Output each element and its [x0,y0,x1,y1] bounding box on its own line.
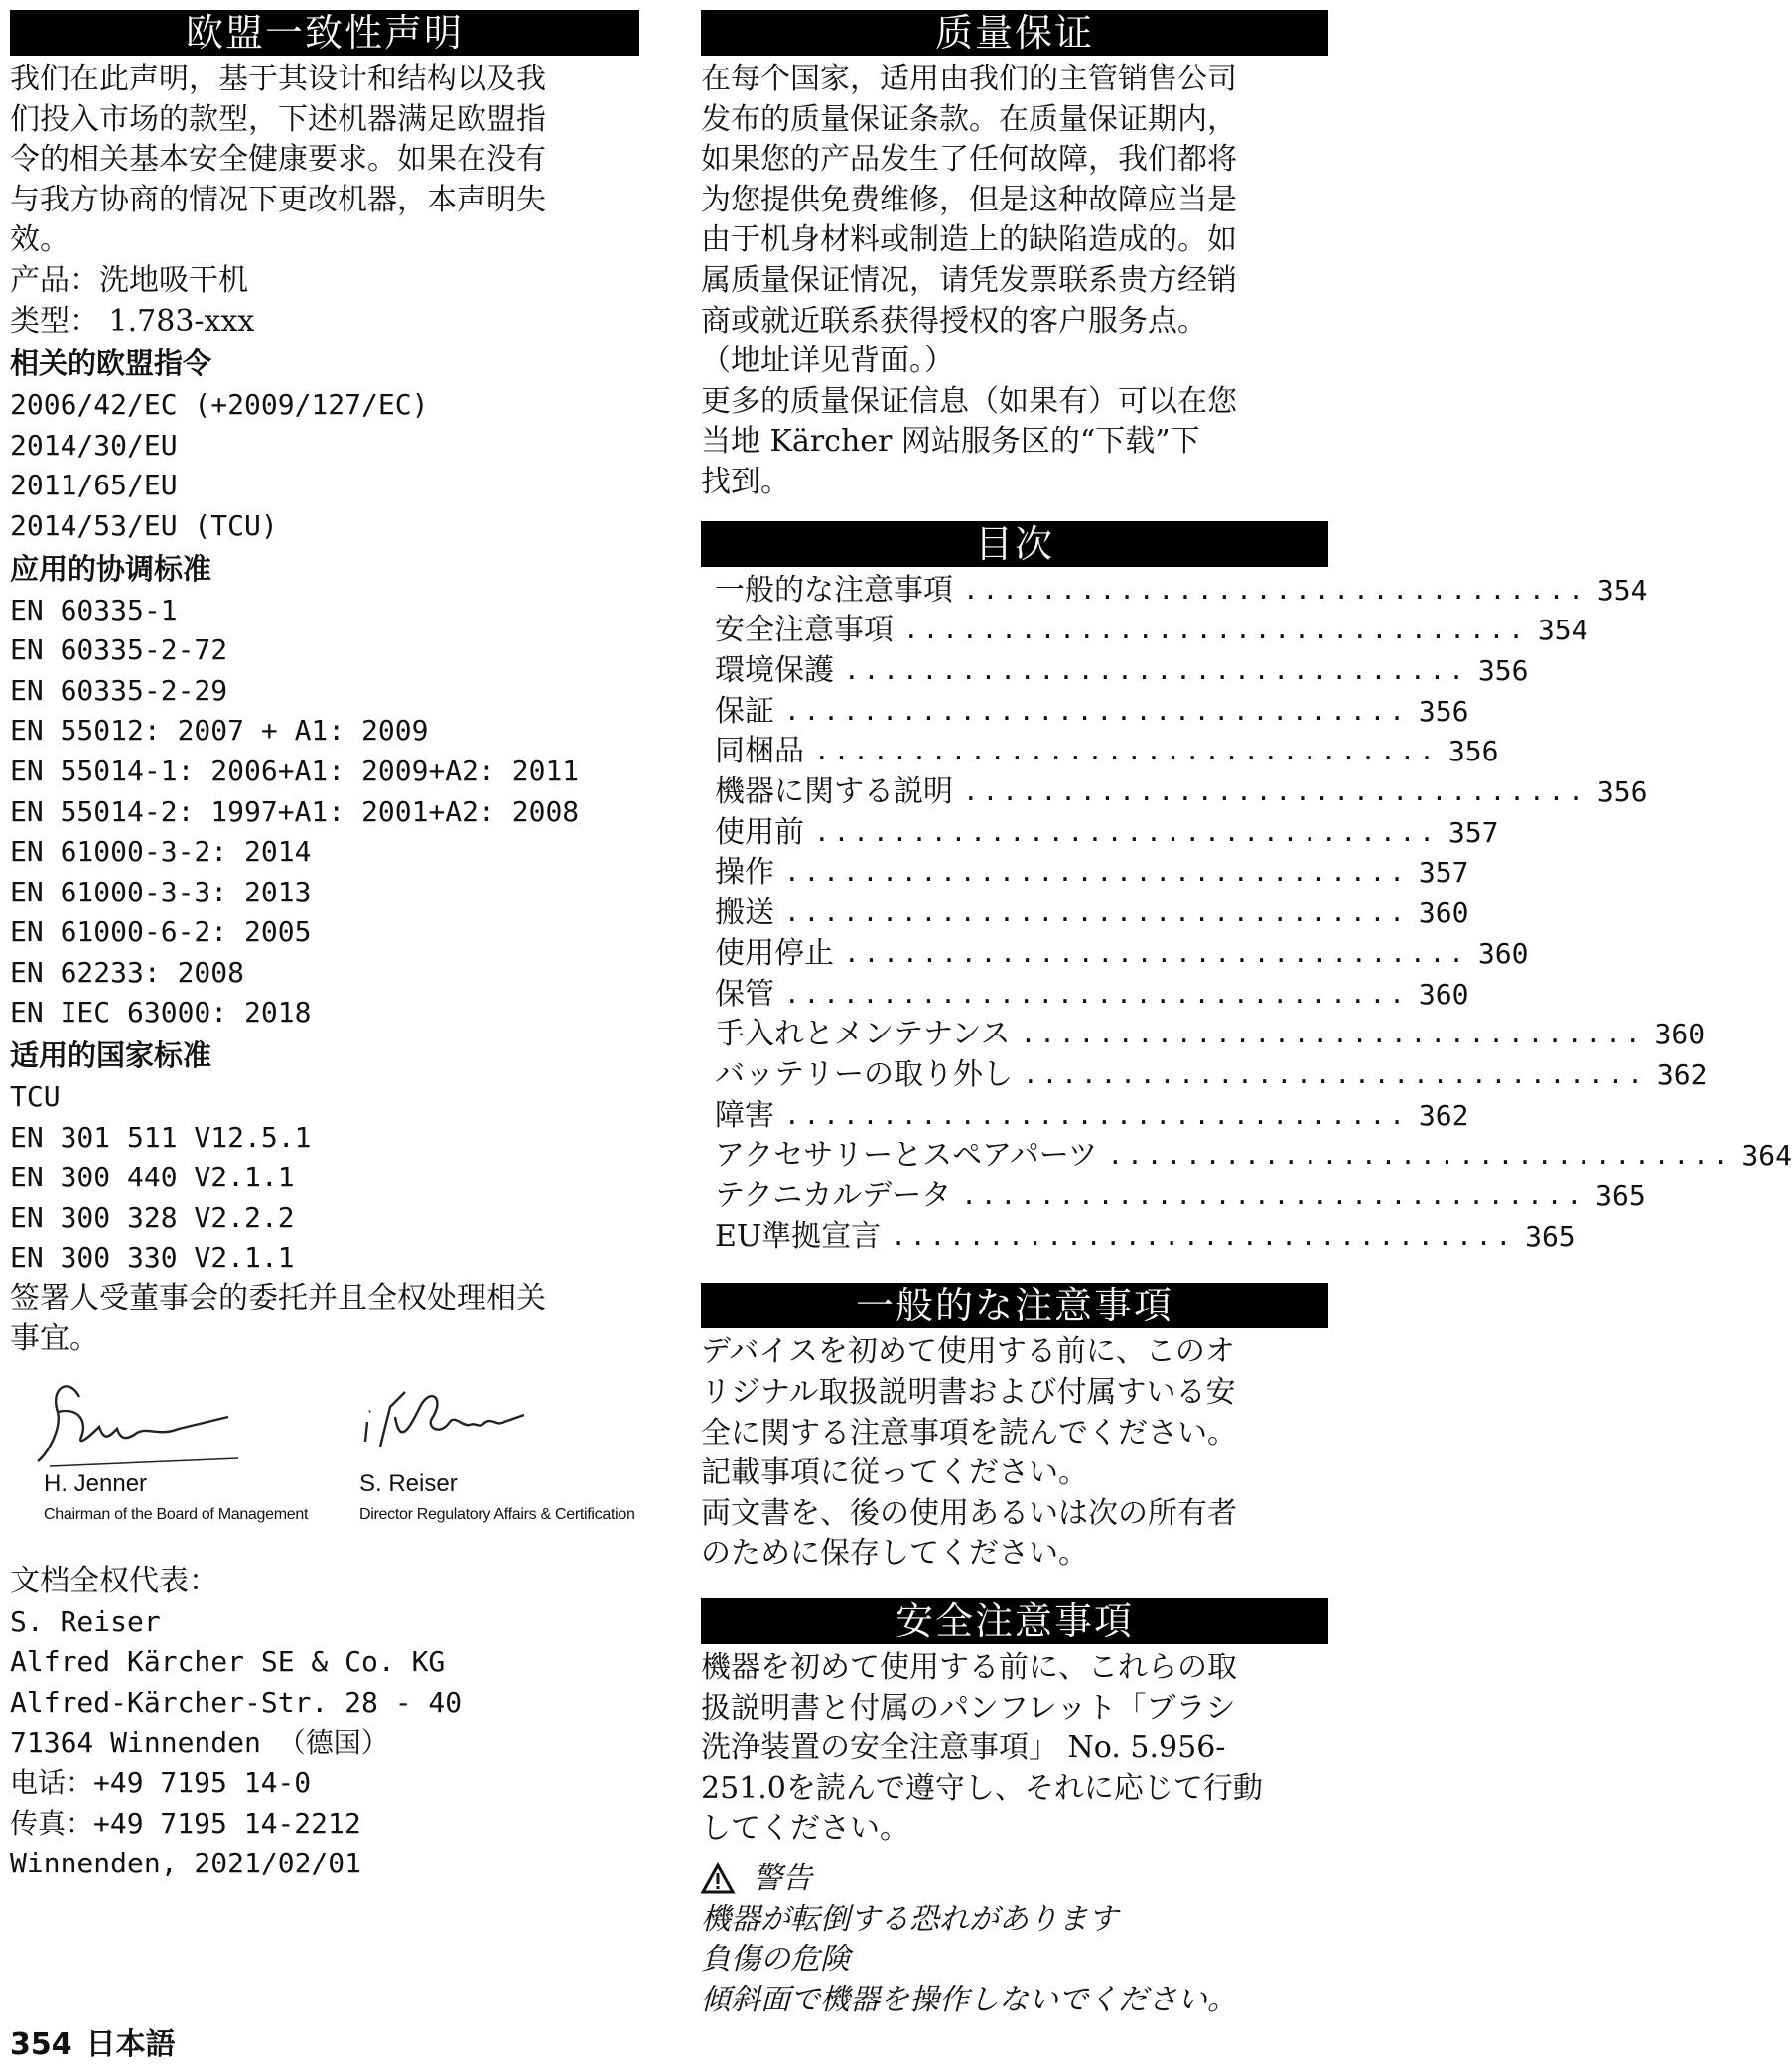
safety-line: してください。 [701,1811,909,1847]
warranty-line: 更多的质量保证信息（如果有）可以在您 [701,383,1237,419]
toc-page: 357 [1418,856,1469,890]
warranty-line: 商或就近联系获得授权的客户服务点。 [701,303,1207,339]
contact-line: 传真：+49 7195 14-2212 [10,1806,361,1840]
toc-entry[interactable] [715,651,1529,692]
toc-label: テクニカルデータ [715,1178,952,1214]
toc-page: 365 [1595,1179,1646,1213]
toc-page: 357 [1447,815,1499,849]
toc-entry[interactable] [715,1176,1646,1217]
warranty-title: 质量保证 [701,10,1328,56]
toc-page: 365 [1525,1219,1576,1253]
toc-label: 環境保護 [715,652,834,688]
toc-entry[interactable] [715,571,1648,612]
safety-line: 機器を初めて使用する前に、これらの取 [701,1650,1237,1686]
signer-title: Chairman of the Board of Management [44,1506,309,1524]
toc-label: 手入れとメンテナンス [715,1017,1011,1052]
contact-line: S. Reiser [10,1604,161,1638]
directives-list [10,385,639,546]
toc-label: 操作 [715,855,774,891]
toc-label: 保証 [715,693,774,729]
toc-page: 362 [1418,1098,1469,1132]
general-line: 記載事項に従ってください。 [701,1455,1088,1491]
page-footer [10,2019,176,2063]
safety-line: 洗浄装置の安全注意事項」 No. 5.956- [701,1730,1226,1766]
toc-page: 362 [1656,1057,1708,1091]
toc-leader: ................................ [963,777,1587,808]
warranty-line: 在每个国家，适用由我们的主管销售公司 [701,62,1237,96]
declaration-title: 欧盟一致性声明 [10,10,639,56]
contact-line: Winnenden, 2021/02/01 [10,1847,362,1880]
directive-item: 2014/30/EU [10,428,178,462]
standard-item: EN 62233: 2008 [10,955,245,989]
contact-line: 71364 Winnenden （德国） [10,1725,389,1759]
left-column [10,10,639,1884]
national-standard-item: EN 300 330 V2.1.1 [10,1241,295,1275]
contact-line: Alfred Kärcher SE & Co. KG [10,1645,446,1679]
toc-label: アクセサリーとスペアパーツ [715,1138,1098,1173]
toc-leader: ................................ [784,858,1409,889]
toc-leader: ................................ [784,979,1409,1010]
toc-label: 使用停止 [715,935,834,971]
signer-title: Director Regulatory Affairs & Certification [359,1506,635,1524]
toc-label: 使用前 [715,814,804,850]
signer-name: H. Jenner [44,1470,148,1498]
toc-entry[interactable] [715,1217,1576,1258]
toc-leader: ................................ [784,898,1409,929]
toc-leader: ................................ [784,696,1409,727]
toc-entry[interactable] [715,772,1648,813]
standard-item: EN 55014-1: 2006+A1: 2009+A2: 2011 [10,754,580,787]
toc-label: 機器に関する説明 [715,774,953,810]
standard-item: EN 60335-2-29 [10,673,228,707]
standard-item: EN 61000-3-3: 2013 [10,875,312,908]
toc-label: 安全注意事項 [715,613,894,648]
national-standard-item: EN 301 511 V12.5.1 [10,1120,312,1154]
language-label: 日本語 [85,2027,176,2062]
toc-label: 保管 [715,976,774,1012]
toc-page: 354 [1537,614,1588,647]
toc-label: バッテリーの取り外し [715,1056,1013,1092]
warranty-line: （地址详见背面。） [701,344,954,379]
toc-leader: ................................ [1023,1059,1647,1090]
toc-entry[interactable] [715,813,1499,854]
toc-page: 356 [1418,694,1469,728]
standard-item: EN 55014-2: 1997+A1: 2001+A2: 2008 [10,794,580,828]
warning-line: 負傷の危険 [701,1942,850,1978]
signatory-note: 事宜。 [10,1320,99,1356]
warranty-text [701,60,1328,503]
toc-entry[interactable] [715,853,1469,894]
warning-text [701,1900,1328,2021]
toc-leader: ................................ [784,1100,1409,1131]
toc-entry[interactable] [715,894,1469,934]
toc-entry[interactable] [715,1096,1469,1137]
toc-entry[interactable] [715,732,1499,772]
warning-triangle-icon [701,1862,735,1896]
safety-line: 251.0を読んで遵守し、それに応じて行動 [701,1770,1263,1806]
toc-page: 360 [1418,897,1469,930]
standard-item: EN 60335-1 [10,593,178,626]
signer-name: S. Reiser [359,1470,458,1498]
warranty-line: 由于机身材料或制造上的缺陷造成的。如 [701,222,1237,258]
intro-line: 们投入市场的款型，下述机器满足欧盟指 [10,101,546,137]
standard-item: EN 61000-6-2: 2005 [10,915,312,949]
toc-page: 364 [1741,1139,1792,1172]
directive-item: 2006/42/EC (+2009/127/EC) [10,388,429,422]
standard-item: EN 55012: 2007 + A1: 2009 [10,714,429,748]
toc-leader: ................................ [844,938,1468,969]
signatory-note: 签署人受董事会的委托并且全权处理相关 [10,1281,546,1316]
toc-label: 搬送 [715,896,774,931]
national-standard-item: TCU [10,1080,61,1114]
warning-header [701,1860,1328,1900]
safety-notes-title: 安全注意事項 [701,1598,1328,1644]
toc-leader: ................................ [814,737,1439,767]
standards-list [10,591,639,1034]
toc-page: 356 [1596,775,1648,809]
safety-line: 扱説明書と付属のパンフレット「ブラシ [701,1690,1236,1725]
toc-leader: ................................ [814,817,1439,848]
standards-heading: 应用的协调标准 [10,551,212,586]
toc-label: EU準拠宣言 [715,1218,882,1254]
toc-entry[interactable] [715,611,1588,651]
warranty-line: 找到。 [701,464,790,499]
national-standard-item: EN 300 440 V2.1.1 [10,1161,295,1194]
toc-entry[interactable] [715,975,1469,1016]
toc-page: 354 [1596,573,1648,607]
directive-item: 2011/65/EU [10,469,178,502]
toc-title: 目次 [701,521,1328,567]
general-line: リジナル取扱説明書および付属すいる安 [701,1375,1236,1411]
general-line: のために保存してください。 [701,1536,1088,1572]
national-standards-list [10,1077,639,1279]
warning-label: 警告 [753,1862,812,1897]
warranty-line: 发布的质量保证条款。在质量保证期内， [701,101,1237,137]
warning-line: 機器が転倒する恐れがあります [701,1901,1118,1937]
toc-leader: ................................ [961,1181,1586,1212]
intro-line: 我们在此声明，基于其设计和结构以及我 [10,62,546,96]
toc-label: 一般的な注意事項 [715,572,953,608]
declaration-intro [10,60,639,261]
general-notes-title: 一般的な注意事項 [701,1283,1328,1328]
toc-leader: ................................ [1020,1020,1645,1050]
warranty-line: 如果您的产品发生了任何故障，我们都将 [701,142,1237,178]
signature-jenner [10,1367,308,1556]
signature-block [10,1367,639,1562]
toc-entry[interactable] [715,1055,1708,1096]
warning-line: 傾斜面で機器を操作しないでください。 [701,1982,1237,2017]
signature-reiser [326,1367,635,1556]
standard-item: EN 60335-2-72 [10,633,228,667]
toc-leader: ................................ [963,575,1587,606]
intro-line: 令的相关基本安全健康要求。如果在没有 [10,142,546,178]
general-line: 全に関する注意事項を読んでください。 [701,1415,1237,1450]
intro-line: 与我方协商的情况下更改机器，本声明失 [10,182,546,217]
toc-entry[interactable] [715,692,1469,733]
toc-label: 障害 [715,1097,774,1133]
contact-line: 文档全权代表： [10,1564,218,1599]
toc-leader: ................................ [891,1221,1516,1252]
national-standards-heading: 适用的国家标准 [10,1038,212,1073]
type-line: 类型： 1.783-xxx [10,303,255,339]
page-number: 354 [10,2027,72,2062]
toc-leader: ................................ [1107,1141,1732,1172]
handwritten-signature-icon [10,1367,248,1476]
general-line: 両文書を、後の使用あるいは次の所有者 [701,1495,1237,1531]
standard-item: EN IEC 63000: 2018 [10,996,312,1030]
contact-line: Alfred-Kärcher-Str. 28 - 40 [10,1686,463,1719]
toc-leader: ................................ [844,655,1468,686]
contact-line: 电话：+49 7195 14-0 [10,1766,312,1800]
general-notes-text [701,1332,1328,1575]
general-line: デバイスを初めて使用する前に、このオ [701,1334,1235,1370]
directive-item: 2014/53/EU (TCU) [10,508,278,542]
toc-page: 360 [1418,977,1469,1011]
toc-page: 360 [1654,1018,1706,1051]
right-column [701,10,1792,2020]
toc-leader: ................................ [903,616,1528,646]
warranty-line: 当地 Kärcher 网站服务区的“下载”下 [701,424,1200,460]
toc-entry[interactable] [715,934,1529,975]
toc-label: 同梱品 [715,734,804,769]
handwritten-signature-icon [326,1367,564,1476]
safety-notes-text [701,1648,1328,1850]
contact-block [10,1562,639,1884]
intro-line: 效。 [10,222,69,258]
national-standard-item: EN 300 328 V2.2.2 [10,1200,295,1234]
standard-item: EN 61000-3-2: 2014 [10,835,312,869]
warranty-line: 为您提供免费维修，但是这种故障应当是 [701,182,1237,217]
warranty-line: 属质量保证情况，请凭发票联系贵方经销 [701,262,1237,298]
toc-entry[interactable] [715,1015,1706,1055]
toc-page: 360 [1477,936,1529,970]
toc-page: 356 [1447,735,1499,768]
product-line: 产品：洗地吸干机 [10,262,248,298]
table-of-contents [701,571,1792,1258]
toc-page: 356 [1477,653,1529,687]
toc-entry[interactable] [715,1136,1792,1176]
directives-heading: 相关的欧盟指令 [10,346,212,381]
